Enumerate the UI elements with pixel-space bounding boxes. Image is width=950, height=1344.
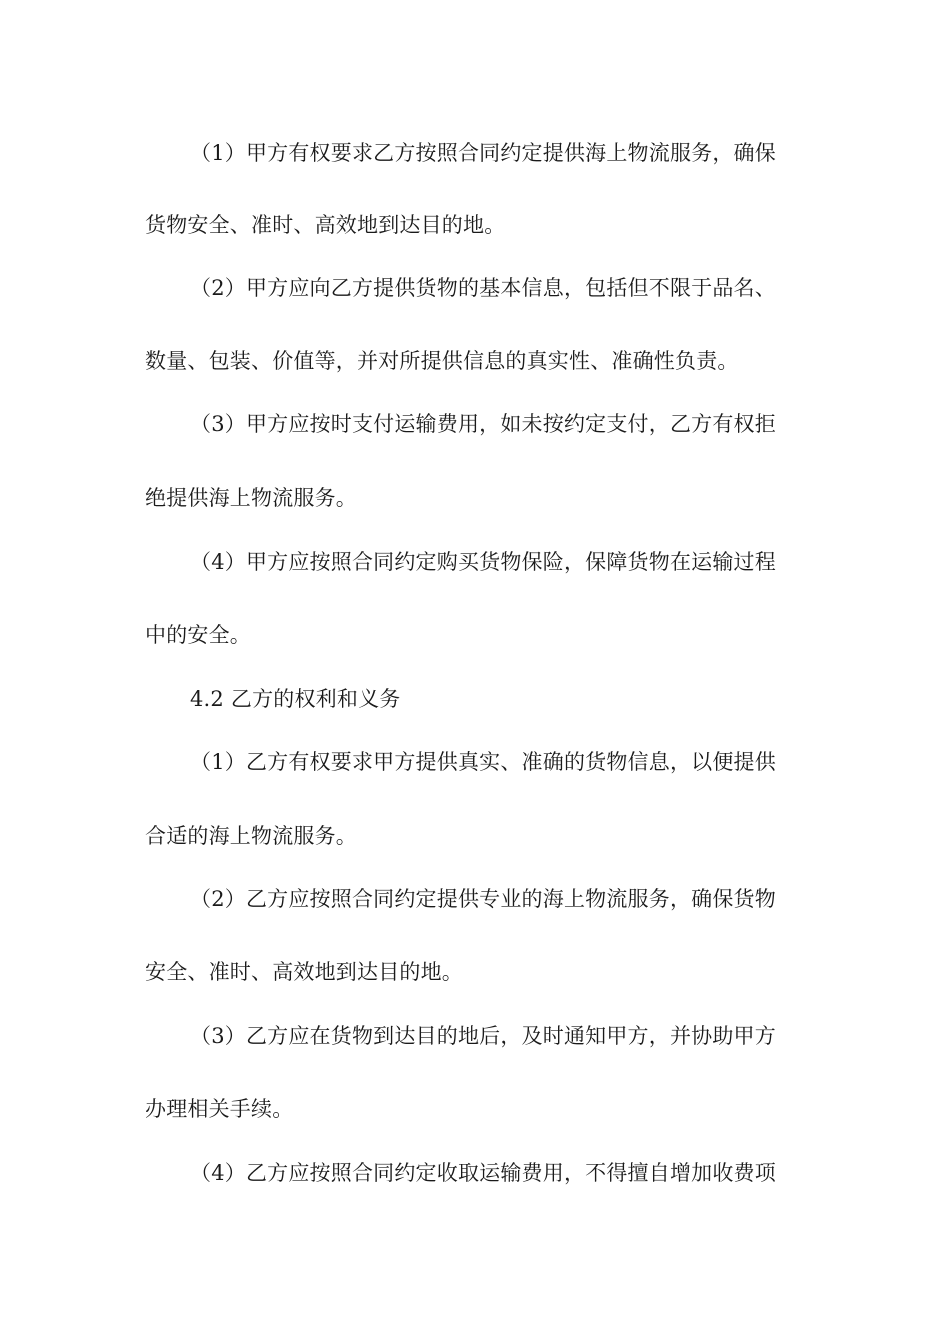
paragraph-line: （3）乙方应在货物到达目的地后，及时通知甲方，并协助甲方 — [190, 1024, 776, 1048]
paragraph-line: 绝提供海上物流服务。 — [145, 486, 357, 510]
paragraph-line: （3）甲方应按时支付运输费用，如未按约定支付，乙方有权拒 — [190, 412, 776, 436]
paragraph-line: 安全、准时、高效地到达目的地。 — [145, 960, 463, 984]
paragraph-line: （2）甲方应向乙方提供货物的基本信息，包括但不限于品名、 — [190, 276, 776, 300]
section-heading: 4.2 乙方的权利和义务 — [190, 687, 401, 711]
paragraph-line: 货物安全、准时、高效地到达目的地。 — [145, 213, 506, 237]
paragraph-line: 合适的海上物流服务。 — [145, 824, 357, 848]
paragraph-line: （1）乙方有权要求甲方提供真实、准确的货物信息，以便提供 — [190, 750, 776, 774]
paragraph-line: 办理相关手续。 — [145, 1097, 294, 1121]
paragraph-line: （4）乙方应按照合同约定收取运输费用，不得擅自增加收费项 — [190, 1161, 776, 1185]
paragraph-line: 中的安全。 — [145, 623, 251, 647]
paragraph-line: （2）乙方应按照合同约定提供专业的海上物流服务，确保货物 — [190, 887, 776, 911]
paragraph-line: （1）甲方有权要求乙方按照合同约定提供海上物流服务，确保 — [190, 141, 776, 165]
paragraph-line: 数量、包装、价值等，并对所提供信息的真实性、准确性负责。 — [145, 349, 739, 373]
paragraph-line: （4）甲方应按照合同约定购买货物保险，保障货物在运输过程 — [190, 550, 776, 574]
